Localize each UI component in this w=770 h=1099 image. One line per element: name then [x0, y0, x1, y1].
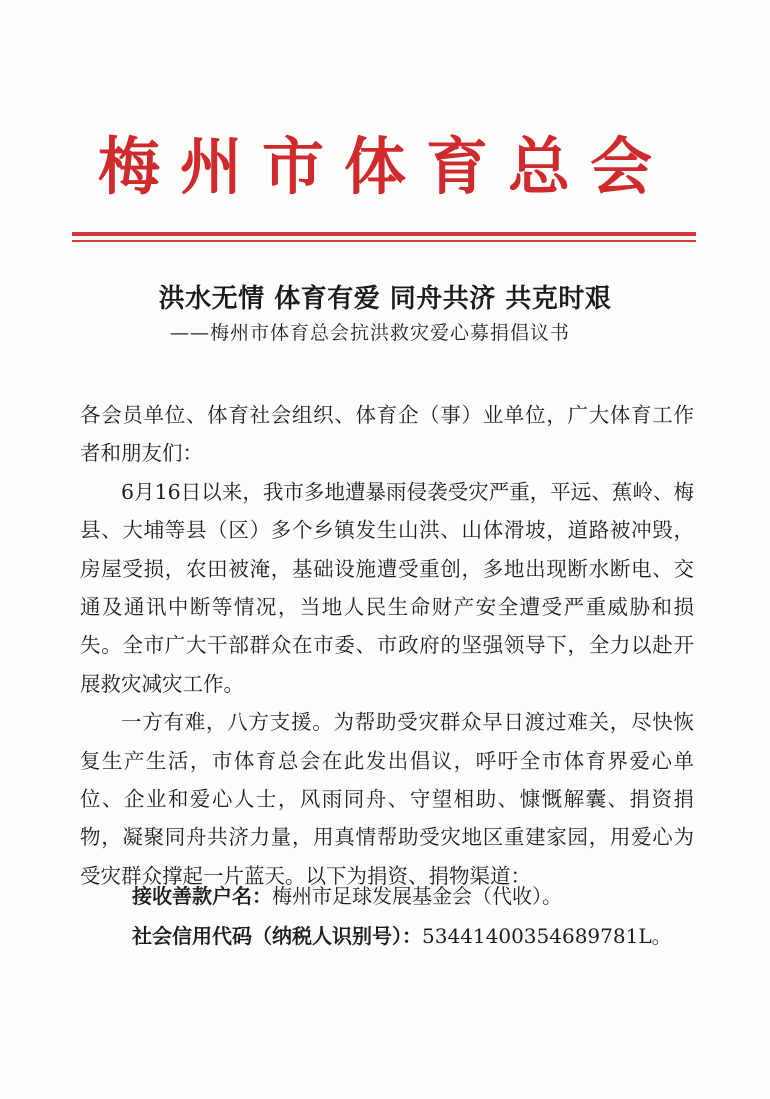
paragraph-1: 6月16日以来，我市多地遭暴雨侵袭受灾严重，平远、蕉岭、梅县、大埔等县（区）多个乡镇发生山洪、山体滑坡，道路被冲毁，房屋受损，农田被淹，基础设施遭受重创，多地出现断水断电、交通及通讯中断等情况，当地人民生命财产安全遭受严重威胁和损失。全市广大干部群众在市委、市政府的坚强领导下，全力以赴开展救灾减灾工作。 [80, 479, 694, 696]
document-body [80, 396, 694, 895]
credit-code-value: 53441400354689781L。 [422, 924, 672, 948]
letterhead-org-name: 梅州市体育总会 [97, 130, 672, 203]
document-subtitle: ——梅州市体育总会抗洪救灾爱心募捐倡议书 [170, 322, 571, 344]
document-title: 洪水无情 体育有爱 同舟共济 共克时艰 [158, 284, 612, 314]
account-name-value: 梅州市足球发展基金会（代收）。 [272, 884, 562, 908]
credit-code-line [132, 920, 672, 949]
credit-code-label: 社会信用代码（纳税人识别号）： [132, 924, 422, 948]
paragraph-2: 一方有难，八方支援。为帮助受灾群众早日渡过难关，尽快恢复生产生活，市体育总会在此发出倡议，呼吁全市体育界爱心单位、企业和爱心人士，风雨同舟、守望相助、慷慨解囊、捐资捐物，凝聚同舟共济力量，用真情帮助受灾地区重建家园，用爱心为受灾群众撑起一片蓝天。以下为捐资、捐物渠道： [80, 710, 694, 888]
letterhead-divider-thin [72, 240, 696, 242]
account-name-label: 接收善款户名： [132, 884, 272, 908]
account-name-line [132, 880, 562, 909]
letterhead-divider-thick [72, 232, 696, 236]
greeting: 各会员单位、体育社会组织、体育企（事）业单位，广大体育工作者和朋友们： [80, 403, 694, 466]
